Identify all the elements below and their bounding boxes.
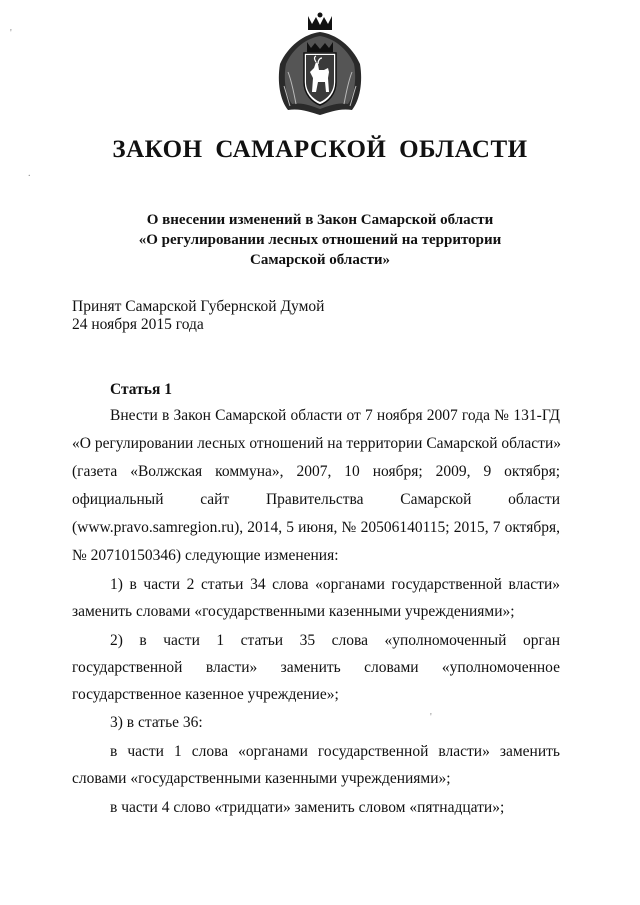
article-text-line: официальный сайт Правительства Самарской области [72,491,560,508]
amendment-item: государственной власти» заменить словами «уполномоченное [72,659,560,676]
scan-mark: ' [10,28,12,39]
article-text-line: № 20710150346) следующие изменения: [72,547,339,564]
article-text-line: Внести в Закон Самарской области от 7 ноября 2007 года № 131-ГД [110,407,560,424]
amendment-item: заменить словами «государственными казенными учреждениями»; [72,603,515,620]
amendment-item: государственное казенное учреждение»; [72,686,339,703]
amendment-item: словами «государственными казенными учреждениями»; [72,770,451,787]
subtitle-line: «О регулировании лесных отношений на территории [138,232,502,248]
adoption-body: Принят Самарской Губернской Думой [72,298,325,315]
subtitle-line: О внесении изменений в Закон Самарской области [146,212,494,228]
amendment-item: 3) в статье 36: [110,714,203,731]
subtitle-line: Самарской области» [250,252,390,268]
article-heading: Статья 1 [110,381,172,398]
article-text-line: (www.pravo.samregion.ru), 2014, 5 июня, № 20506140115; 2015, 7 октября, [72,519,560,536]
law-title: ЗАКОН САМАРСКОЙ ОБЛАСТИ [112,136,528,163]
scan-mark: . [28,168,31,179]
scan-mark: ' [430,712,432,723]
law-subtitle [70,210,570,270]
adoption-info [72,298,324,334]
amendment-item: в части 1 слова «органами государственной власти» заменить [110,743,560,760]
amendment-item: 2) в части 1 статьи 35 слова «уполномоченный орган [110,632,560,649]
amendment-item: 1) в части 2 статьи 34 слова «органами государственной власти» [110,576,560,593]
adoption-date: 24 ноября 2015 года [72,316,204,333]
amendment-item: в части 4 слово «тридцати» заменить словом «пятнадцати»; [110,799,505,816]
article-text-line: «О регулировании лесных отношений на территории Самарской области» [72,435,561,452]
coat-of-arms-emblem [274,12,366,116]
article-text-line: (газета «Волжская коммуна», 2007, 10 ноября; 2009, 9 октября; [72,463,560,480]
